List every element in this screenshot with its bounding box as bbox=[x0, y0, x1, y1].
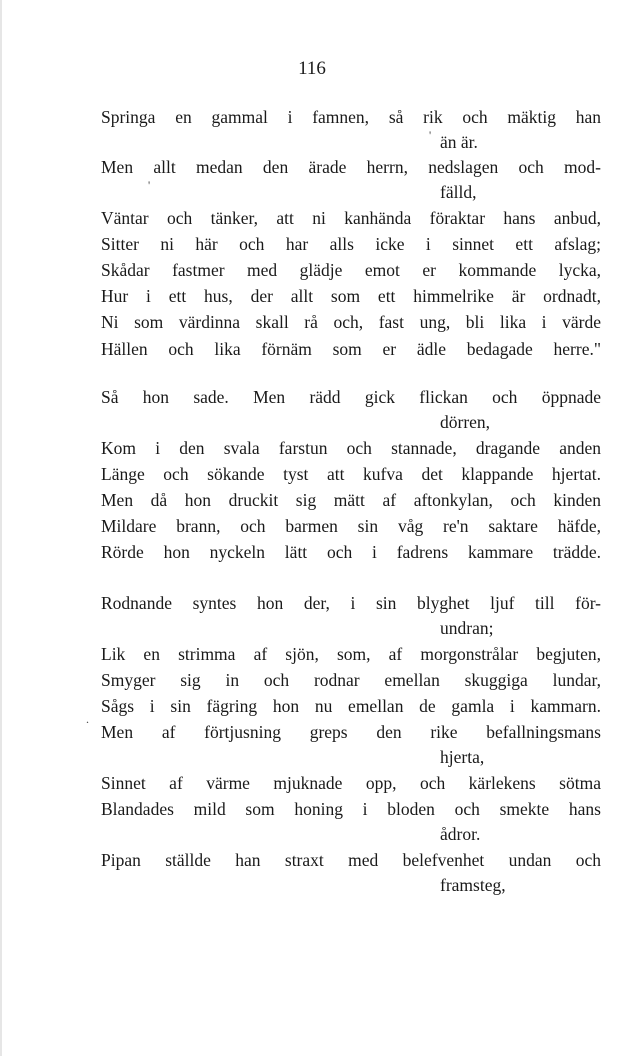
verse-line: Blandades mild som honing i bloden och smekte hans bbox=[101, 799, 601, 819]
verse-line: Länge och sökande tyst att kufva det klappande hjertat. bbox=[101, 464, 601, 484]
verse-line: Lik en strimma af sjön, som, af morgonstrålar begjuten, bbox=[101, 644, 601, 664]
verse-line: Ni som värdinna skall rå och, fast ung, bli lika i värde bbox=[101, 312, 601, 332]
verse-line: Men allt medan den ärade herrn, nedslagen och mod- bbox=[101, 157, 601, 177]
verse-line: Men af förtjusning greps den rike befallningsmans bbox=[101, 722, 601, 742]
verse-line: Kom i den svala farstun och stannade, dragande anden bbox=[101, 438, 601, 458]
verse-line: Sitter ni här och har alls icke i sinnet ett afslag; bbox=[101, 234, 601, 254]
ink-speck: . bbox=[86, 712, 89, 726]
verse-line: Så hon sade. Men rädd gick flickan och öppnade bbox=[101, 387, 601, 407]
verse-continuation: ådror. bbox=[440, 824, 481, 844]
verse-line: Hur i ett hus, der allt som ett himmelrike är ordnadt, bbox=[101, 286, 601, 306]
page-edge bbox=[0, 0, 2, 1056]
verse-line: Mildare brann, och barmen sin våg re'n saktare häfde, bbox=[101, 516, 601, 536]
verse-line: Väntar och tänker, att ni kanhända föraktar hans anbud, bbox=[101, 208, 601, 228]
verse-continuation: framsteg, bbox=[440, 875, 506, 895]
verse-continuation: hjerta, bbox=[440, 747, 485, 767]
page-number: 116 bbox=[298, 58, 326, 79]
verse-continuation: dörren, bbox=[440, 412, 491, 432]
verse-line: Skådar fastmer med glädje emot er kommande lycka, bbox=[101, 260, 601, 280]
verse-continuation: än är. bbox=[440, 132, 478, 152]
verse-continuation: fälld, bbox=[440, 182, 477, 202]
verse-line: Smyger sig in och rodnar emellan skuggiga lundar, bbox=[101, 670, 601, 690]
verse-continuation: undran; bbox=[440, 618, 494, 638]
verse-line: Rodnande syntes hon der, i sin blyghet ljuf till för- bbox=[101, 593, 601, 613]
verse-line: Rörde hon nyckeln lätt och i fadrens kammare trädde. bbox=[101, 542, 601, 562]
verse-line: Sågs i sin fägring hon nu emellan de gamla i kammarn. bbox=[101, 696, 601, 716]
verse-line: Sinnet af värme mjuknade opp, och kärlekens sötma bbox=[101, 773, 601, 793]
verse-line: Springa en gammal i famnen, så rik och mäktig han bbox=[101, 107, 601, 127]
ink-speck: ' bbox=[429, 128, 432, 142]
verse-line: Men då hon druckit sig mätt af aftonkylan, och kinden bbox=[101, 490, 601, 510]
verse-line: Pipan ställde han straxt med belefvenhet undan och bbox=[101, 850, 601, 870]
ink-speck: ' bbox=[148, 178, 151, 192]
verse-line: Hällen och lika förnäm som er ädle bedagade herre." bbox=[101, 339, 601, 359]
